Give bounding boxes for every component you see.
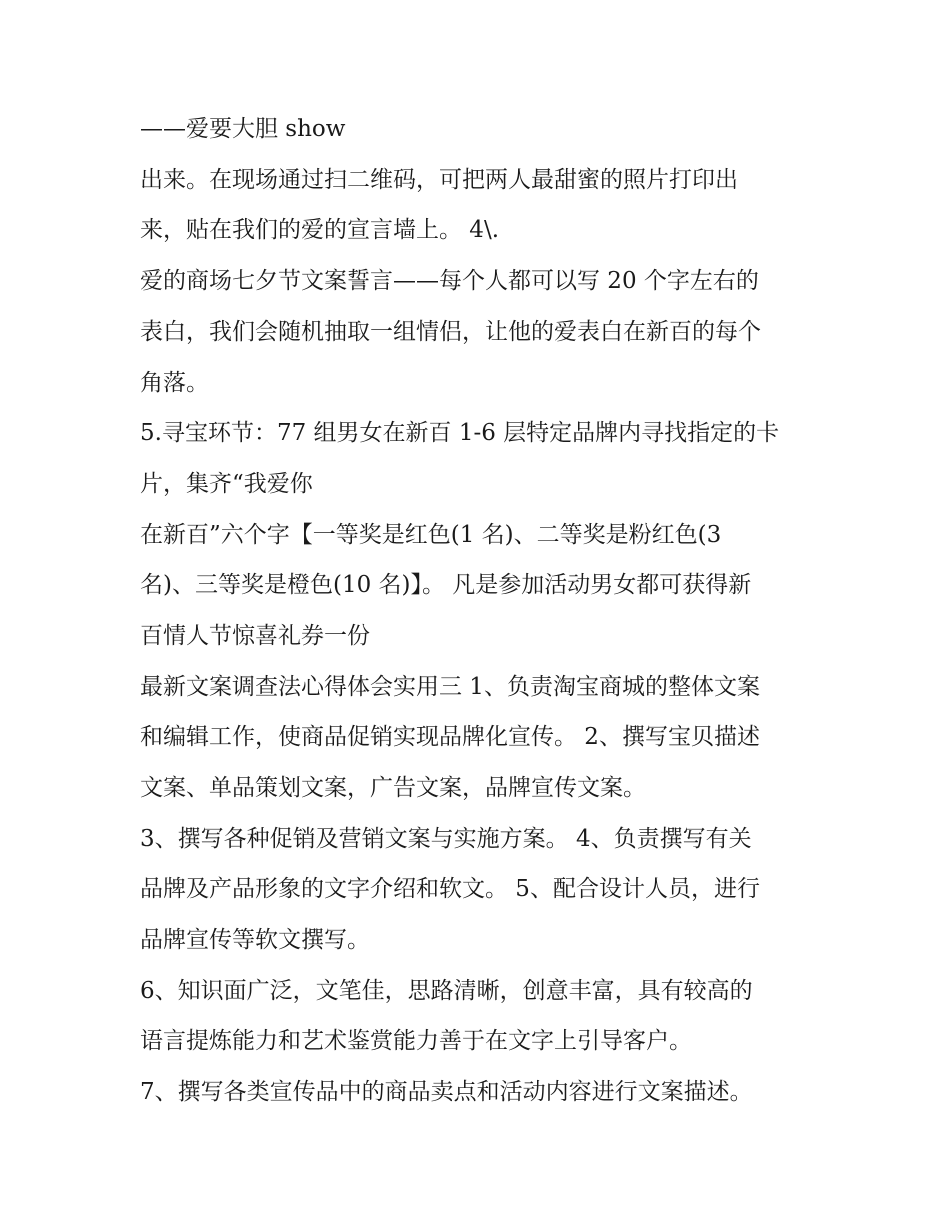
text-line: 3、撰写各种促销及营销文案与实施方案。 4、负责撰写有关 (140, 826, 752, 852)
text-line: 文案、单品策划文案，广告文案，品牌宣传文案。 (140, 775, 646, 801)
text-line: 5.寻宝环节：77 组男女在新百 1-6 层特定品牌内寻找指定的卡 (140, 420, 780, 446)
text-line: 爱的商场七夕节文案誓言——每个人都可以写 20 个字左右的 (140, 268, 759, 294)
text-line: 百情人节惊喜礼券一份 (140, 623, 370, 649)
text-line: 最新文案调查法心得体会实用三 1、负责淘宝商城的整体文案 (140, 674, 760, 700)
text-line: 名)、三等奖是橙色(10 名)】。 凡是参加活动男女都可获得新 (140, 572, 752, 598)
text-line: 表白，我们会随机抽取一组情侣，让他的爱表白在新百的每个 (140, 319, 761, 345)
text-line: 角落。 (140, 370, 209, 396)
text-line: 片，集齐“我爱你 (140, 471, 313, 497)
text-line: 在新百”六个字【一等奖是红色(1 名)、二等奖是粉红色(3 (140, 522, 722, 548)
text-line: 来，贴在我们的爱的宣言墙上。 4\. (140, 217, 500, 243)
text-line: 出来。在现场通过扫二维码，可把两人最甜蜜的照片打印出 (140, 167, 738, 193)
text-line: ——爱要大胆 show (140, 116, 346, 142)
text-line: 语言提炼能力和艺术鉴赏能力善于在文字上引导客户。 (140, 1028, 692, 1054)
text-line: 品牌宣传等软文撰写。 (140, 927, 370, 953)
text-line: 品牌及产品形象的文字介绍和软文。 5、配合设计人员，进行 (140, 876, 760, 902)
text-line: 和编辑工作，使商品促销实现品牌化宣传。 2、撰写宝贝描述 (140, 724, 760, 750)
text-line: 7、撰写各类宣传品中的商品卖点和活动内容进行文案描述。 (140, 1079, 753, 1105)
text-line: 6、知识面广泛，文笔佳，思路清晰，创意丰富，具有较高的 (140, 978, 753, 1004)
